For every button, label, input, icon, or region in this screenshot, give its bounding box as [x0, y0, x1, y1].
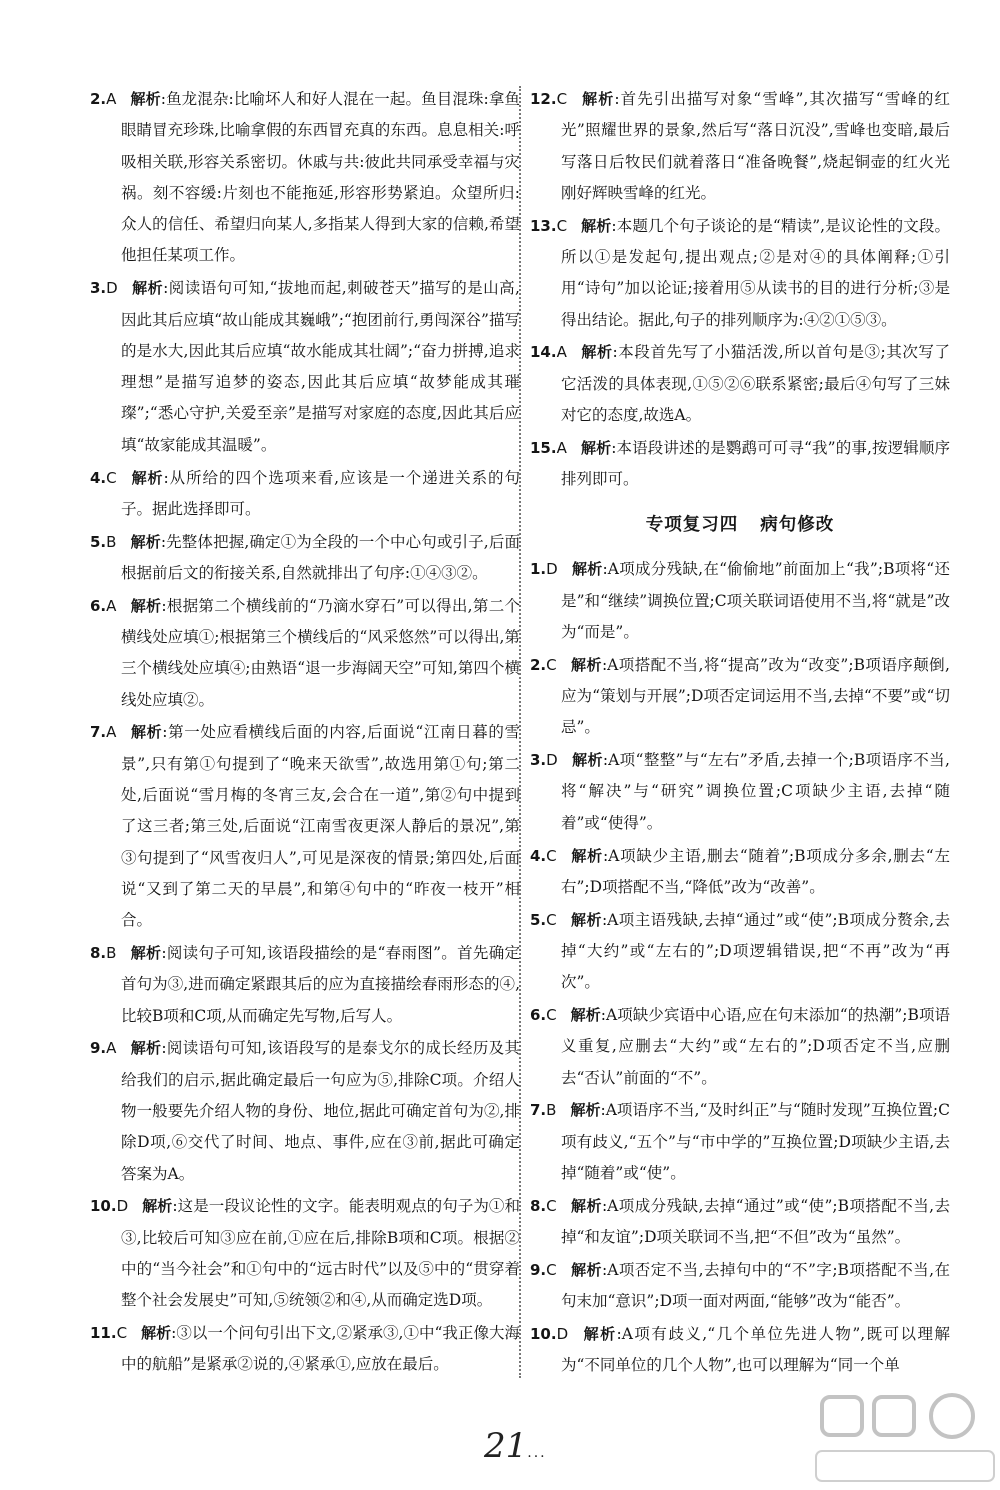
page-number-text: 21: [484, 1426, 528, 1466]
answer-item: [90, 84, 520, 272]
analysis-text: :本语段讲述的是鹦鹉可可寻“我”的事,按逻辑顺序排列即可。: [561, 438, 950, 489]
answer-item: [90, 938, 520, 1032]
analysis-text: :阅读语句可知,“拔地而起,刺破苍天”描写的是山高,因此其后应填“故山能成其巍峨”;“抱团前行,勇闯深谷”描写的是水大,因此其后应填“故水能成其壮阔”;“奋力拼搏,追求理想”是描写追梦的姿态,因此其后应填“故梦能成其璀璨”;“悉心守护,关爱至亲”是描写对家庭的态度,因此其后应填“故家能成其温暖”。: [121, 279, 520, 454]
answer-item: [530, 1255, 950, 1318]
answer-choice: D: [116, 1197, 129, 1216]
answer-item: [90, 1033, 520, 1189]
section-title-part2: 病句修改: [760, 515, 835, 536]
answer-item: [530, 905, 950, 999]
answer-item: [530, 1000, 950, 1094]
answer-choice: C: [546, 1006, 557, 1025]
analysis-text: :A项成分残缺,在“偷偷地”前面加上“我”;B项将“还是”和“继续”调换位置;C项关联词语使用不当,将“就是”改为“而是”。: [561, 560, 950, 641]
answer-item: [530, 554, 950, 648]
analysis-label: 解析: [130, 468, 164, 487]
answer-item: [530, 84, 950, 209]
answer-choice: C: [546, 846, 557, 865]
question-number: 4.: [90, 468, 107, 487]
analysis-label: 解析: [570, 1260, 602, 1279]
analysis-label: 解析: [130, 532, 161, 551]
question-number: 1.: [530, 560, 547, 579]
analysis-text: :A项搭配不当,将“提高”改为“改变”;B项语序颠倒,应为“策划与开展”;D项否定词运用不当,去掉“不要”或“切忌”。: [561, 655, 950, 737]
question-number: 7.: [530, 1101, 547, 1120]
analysis-text: :这是一段议论性的文字。能表明观点的句子为①和③,比较后可知③应在前,①应在后,排除B项和C项。根据②中的“当今社会”和①句中的“远古时代”以及⑤中的“贯穿着整个社会发展史”可知,⑤统领②和④,从而确定选D项。: [121, 1197, 520, 1310]
answer-choice: A: [556, 343, 567, 362]
question-number: 7.: [90, 723, 107, 742]
analysis-label: 解析: [130, 723, 163, 742]
analysis-text: :先整体把握,确定①为全段的一个中心句或引子,后面根据前后文的衔接关系,自然就排出了句序:①④③②。: [121, 532, 520, 582]
answer-choice: A: [106, 723, 117, 742]
analysis-text: :③以一个问句引出下文,②紧承③,①中“我正像大海中的航船”是紧承②说的,④紧承①,应放在最后。: [121, 1324, 520, 1374]
answer-item: [90, 1318, 520, 1381]
answer-choice: D: [556, 1324, 569, 1343]
question-number: 15.: [530, 438, 557, 457]
question-number: 8.: [530, 1196, 547, 1215]
analysis-text: :根据第二个横线前的“乃滴水穿石”可以得出,第二个横线处应填①;根据第三个横线后的“风采悠然”可以得出,第三个横线处应填④;由熟语“退一步海阔天空”可知,第四个横线处应填②。: [121, 596, 520, 709]
answer-item: [530, 1191, 950, 1254]
analysis-label: 解析: [130, 1039, 162, 1058]
answer-item: [530, 211, 950, 336]
section-title-part1: 专项复习四: [645, 515, 739, 536]
question-number: 6.: [530, 1006, 547, 1025]
answer-choice: A: [106, 1039, 117, 1058]
answer-choice: B: [106, 944, 117, 963]
answer-item: [90, 463, 520, 526]
answer-choice: A: [106, 596, 117, 615]
answer-choice: C: [116, 1324, 128, 1343]
analysis-text: :本题几个句子谈论的是“精读”,是议论性的文段。所以①是发起句,提出观点;②是对④的具体阐释;①引用“诗句”加以论证;接着用⑤从读书的目的进行分析;③是得出结论。据此,句子的排列顺序为:④②①⑤③。: [561, 216, 950, 329]
answer-choice: C: [546, 1260, 557, 1279]
question-number: 3.: [90, 279, 107, 298]
question-number: 13.: [530, 216, 557, 235]
question-number: 6.: [90, 596, 107, 615]
analysis-label: 解析: [130, 944, 162, 963]
analysis-label: 解析: [571, 751, 603, 770]
analysis-label: 解析: [570, 655, 602, 674]
analysis-label: 解析: [570, 1006, 601, 1025]
answer-choice: C: [546, 655, 557, 674]
answer-choice: C: [556, 216, 568, 235]
right-column: [530, 84, 950, 1383]
page-number: [484, 1426, 547, 1466]
question-number: 5.: [530, 910, 547, 929]
analysis-label: 解析: [130, 596, 162, 615]
analysis-text: :A项缺少宾语中心语,应在句末添加“的热潮”;B项语义重复,应删去“大约”或“左右的”;D项否定不当,应删去“否认”前面的“不”。: [561, 1006, 950, 1087]
analysis-text: :第一处应看横线后面的内容,后面说“江南日暮的雪景”,只有第①句提到了“晚来天欲雪”,故选用第①句;第二处,后面说“雪月梅的冬宵三友,会合在一道”,第②句中提到了这三者;第三处,后面说“江南雪夜更深人静后的景况”,第③句提到了“风雪夜归人”,可见是深夜的情景;第四处,后面说“又到了第二天的早晨”,和第④句中的“昨夜一枝开”相合。: [121, 723, 520, 930]
question-number: 14.: [530, 343, 557, 362]
analysis-text: :鱼龙混杂:比喻坏人和好人混在一起。鱼目混珠:拿鱼眼睛冒充珍珠,比喻拿假的东西冒充真的东西。息息相关:呼吸相关联,形容关系密切。休戚与共:彼此共同承受幸福与灾祸。刻不容缓:片刻也不能拖延,形容形势紧迫。众望所归:众人的信任、希望归向某人,多指某人得到大家的信赖,希望他担任某项工作。: [121, 90, 520, 265]
answer-item: [530, 745, 950, 839]
analysis-label: 解析: [570, 1101, 601, 1120]
question-number: 4.: [530, 846, 547, 865]
analysis-text: :A项“整整”与“左右”矛盾,去掉一个;B项语序不当,将“解决”与“研究”调换位置;C项缺少主语,去掉“随着”或“使得”。: [561, 751, 950, 832]
answer-item: [530, 841, 950, 904]
question-number: 2.: [530, 655, 547, 674]
analysis-text: :从所给的四个选项来看,应该是一个递进关系的句子。据此选择即可。: [121, 468, 520, 518]
section-answers: [530, 554, 950, 1381]
question-number: 10.: [530, 1324, 557, 1343]
answer-item: [90, 591, 520, 716]
answer-item: [90, 717, 520, 936]
answer-choice: C: [106, 468, 117, 487]
analysis-label: 解析: [570, 1196, 602, 1215]
left-column: [90, 84, 520, 1382]
analysis-text: :A项成分残缺,去掉“通过”或“使”;B项搭配不当,去掉“和友谊”;D项关联词不当,把“不但”改为“虽然”。: [561, 1196, 950, 1247]
question-number: 9.: [530, 1260, 547, 1279]
watermark-logo: [812, 1385, 1000, 1490]
answer-choice: A: [556, 438, 567, 457]
answer-choice: B: [106, 532, 117, 551]
question-number: 10.: [90, 1197, 117, 1216]
section-title: [530, 511, 950, 536]
question-number: 11.: [90, 1324, 117, 1343]
analysis-text: :A项主语残缺,去掉“通过”或“使”;B项成分赘余,去掉“大约”或“左右的”;D项逻辑错误,把“不再”改为“再次”。: [561, 910, 950, 992]
analysis-label: 解析: [131, 279, 164, 298]
answer-item: [530, 1319, 950, 1382]
analysis-label: 解析: [141, 1324, 172, 1343]
analysis-label: 解析: [570, 910, 602, 929]
analysis-text: :A项否定不当,去掉句中的“不”字;B项搭配不当,在句末加“意识”;D项一面对两面,“能够”改为“能否”。: [561, 1260, 950, 1311]
answer-item: [530, 337, 950, 431]
analysis-text: :首先引出描写对象“雪峰”,其次描写“雪峰的红光”照耀世界的景象,然后写“落日沉没”,雪峰也变暗,最后写落日后牧民们就着落日“准备晚餐”,烧起铜壶的红火光刚好辉映雪峰的红光。: [561, 90, 950, 202]
answer-item: [90, 1191, 520, 1316]
analysis-text: :本段首先写了小猫活泼,所以首句是③;其次写了它活泼的具体表现,①⑤②⑥联系紧密;最后④句写了三妹对它的态度,故选A。: [561, 343, 950, 424]
analysis-text: :A项有歧义,“几个单位先进人物”,既可以理解为“不同单位的几个人物”,也可以理解为“同一个单: [561, 1324, 950, 1375]
question-number: 8.: [90, 944, 107, 963]
answer-choice: B: [546, 1101, 557, 1120]
answer-choice: C: [556, 90, 568, 108]
page-number-dots: ...: [527, 1445, 547, 1461]
analysis-label: 解析: [570, 846, 603, 865]
analysis-text: :A项语序不当,“及时纠正”与“随时发现”互换位置;C项有歧义,“五个”与“市中学的”互换位置;D项缺少主语,去掉“随着”或“使”。: [561, 1101, 950, 1182]
answer-item: [90, 527, 520, 590]
analysis-text: :阅读句子可知,该语段描绘的是“春雨图”。首先确定首句为③,进而确定紧跟其后的应为直接描绘春雨形态的④,比较B项和C项,从而确定先写物,后写人。: [121, 944, 520, 1025]
answer-choice: A: [106, 90, 117, 108]
answer-choice: C: [546, 1196, 557, 1215]
analysis-label: 解析: [580, 343, 613, 362]
answer-choice: C: [546, 910, 557, 929]
question-number: 9.: [90, 1039, 107, 1058]
question-number: 3.: [530, 751, 547, 770]
answer-item: [530, 433, 950, 496]
analysis-text: :A项缺少主语,删去“随着”;B项成分多余,删去“左右”;D项搭配不当,“降低”改为“改善”。: [561, 846, 950, 896]
answer-item: [530, 1095, 950, 1189]
question-number: 12.: [530, 90, 557, 108]
analysis-label: 解析: [581, 216, 612, 235]
analysis-label: 解析: [581, 90, 615, 108]
analysis-text: :阅读语句可知,该语段写的是泰戈尔的成长经历及其给我们的启示,据此确定最后一句应为⑤,排除C项。介绍人物一般要先介绍人物的身份、地位,据此可确定首句为②,排除D项,⑥交代了时间、地点、事件,应在③前,据此可确定答案为A。: [121, 1039, 520, 1183]
analysis-label: 解析: [142, 1197, 173, 1216]
answer-choice: D: [106, 279, 118, 298]
answer-choice: D: [546, 560, 558, 579]
question-number: 2.: [90, 90, 107, 108]
question-number: 5.: [90, 532, 107, 551]
answer-item: [90, 273, 520, 461]
answers-continued: [530, 84, 950, 495]
answer-choice: D: [546, 751, 558, 770]
analysis-label: 解析: [130, 90, 161, 108]
answer-item: [530, 650, 950, 744]
analysis-label: 解析: [582, 1324, 617, 1343]
analysis-label: 解析: [571, 560, 603, 579]
analysis-label: 解析: [580, 438, 612, 457]
